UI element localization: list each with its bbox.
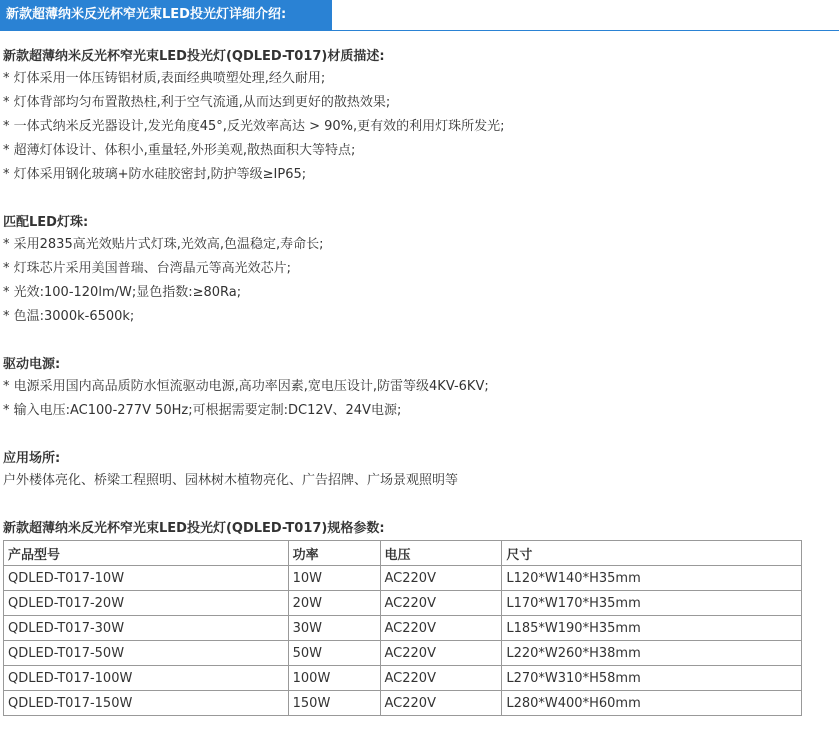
section-header-title: 新款超薄纳米反光杯窄光束LED投光灯详细介绍:	[0, 0, 332, 31]
cell-power: 20W	[288, 591, 380, 616]
cell-model: QDLED-T017-100W	[4, 666, 289, 691]
cell-voltage: AC220V	[380, 691, 502, 716]
table-row	[4, 616, 802, 641]
table-row	[4, 566, 802, 591]
table-row	[4, 666, 802, 691]
led-line: * 采用2835高光效贴片式灯珠,光效高,色温稳定,寿命长;	[3, 237, 324, 252]
table-row	[4, 591, 802, 616]
application-line: 户外楼体亮化、桥梁工程照明、园林树木植物亮化、广告招牌、广场景观照明等	[3, 473, 459, 488]
cell-power: 100W	[288, 666, 380, 691]
cell-model: QDLED-T017-20W	[4, 591, 289, 616]
cell-voltage: AC220V	[380, 641, 502, 666]
led-line: * 灯珠芯片采用美国普瑞、台湾晶元等高光效芯片;	[3, 261, 292, 276]
cell-voltage: AC220V	[380, 591, 502, 616]
led-section-title: 匹配LED灯珠:	[3, 215, 89, 230]
cell-model: QDLED-T017-50W	[4, 641, 289, 666]
led-line: * 色温:3000k-6500k;	[3, 309, 135, 324]
material-line: * 灯体采用一体压铸铝材质,表面经典喷塑处理,经久耐用;	[3, 71, 326, 86]
header-voltage: 电压	[380, 541, 502, 566]
header-power: 功率	[288, 541, 380, 566]
material-section-title: 新款超薄纳米反光杯窄光束LED投光灯(QDLED-T017)材质描述:	[3, 49, 385, 64]
cell-model: QDLED-T017-150W	[4, 691, 289, 716]
spec-table	[3, 540, 802, 716]
material-line: * 灯体采用钢化玻璃+防水硅胶密封,防护等级≥IP65;	[3, 167, 307, 182]
header-model: 产品型号	[4, 541, 289, 566]
table-row	[4, 691, 802, 716]
cell-size: L280*W400*H60mm	[502, 691, 802, 716]
cell-power: 10W	[288, 566, 380, 591]
cell-power: 50W	[288, 641, 380, 666]
table-row	[4, 641, 802, 666]
material-line: * 灯体背部均匀布置散热柱,利于空气流通,从而达到更好的散热效果;	[3, 95, 391, 110]
cell-size: L185*W190*H35mm	[502, 616, 802, 641]
cell-size: L120*W140*H35mm	[502, 566, 802, 591]
cell-model: QDLED-T017-30W	[4, 616, 289, 641]
section-header-bar	[0, 0, 839, 31]
header-size: 尺寸	[502, 541, 802, 566]
cell-voltage: AC220V	[380, 616, 502, 641]
cell-voltage: AC220V	[380, 566, 502, 591]
product-description	[3, 47, 833, 716]
led-line: * 光效:100-120lm/W;显色指数:≥80Ra;	[3, 285, 242, 300]
spec-section-title: 新款超薄纳米反光杯窄光束LED投光灯(QDLED-T017)规格参数:	[3, 521, 385, 536]
cell-size: L220*W260*H38mm	[502, 641, 802, 666]
application-section-title: 应用场所:	[3, 451, 61, 466]
power-line: * 输入电压:AC100-277V 50Hz;可根据需要定制:DC12V、24V电源;	[3, 403, 402, 418]
cell-power: 30W	[288, 616, 380, 641]
cell-voltage: AC220V	[380, 666, 502, 691]
cell-power: 150W	[288, 691, 380, 716]
cell-size: L270*W310*H58mm	[502, 666, 802, 691]
power-line: * 电源采用国内高品质防水恒流驱动电源,高功率因素,宽电压设计,防雷等级4KV-6KV;	[3, 379, 489, 394]
material-line: * 一体式纳米反光器设计,发光角度45°,反光效率高达 > 90%,更有效的利用灯珠所发光;	[3, 119, 505, 134]
power-section-title: 驱动电源:	[3, 357, 61, 372]
cell-model: QDLED-T017-10W	[4, 566, 289, 591]
spec-table-header-row	[4, 541, 802, 566]
cell-size: L170*W170*H35mm	[502, 591, 802, 616]
material-line: * 超薄灯体设计、体积小,重量轻,外形美观,散热面积大等特点;	[3, 143, 356, 158]
